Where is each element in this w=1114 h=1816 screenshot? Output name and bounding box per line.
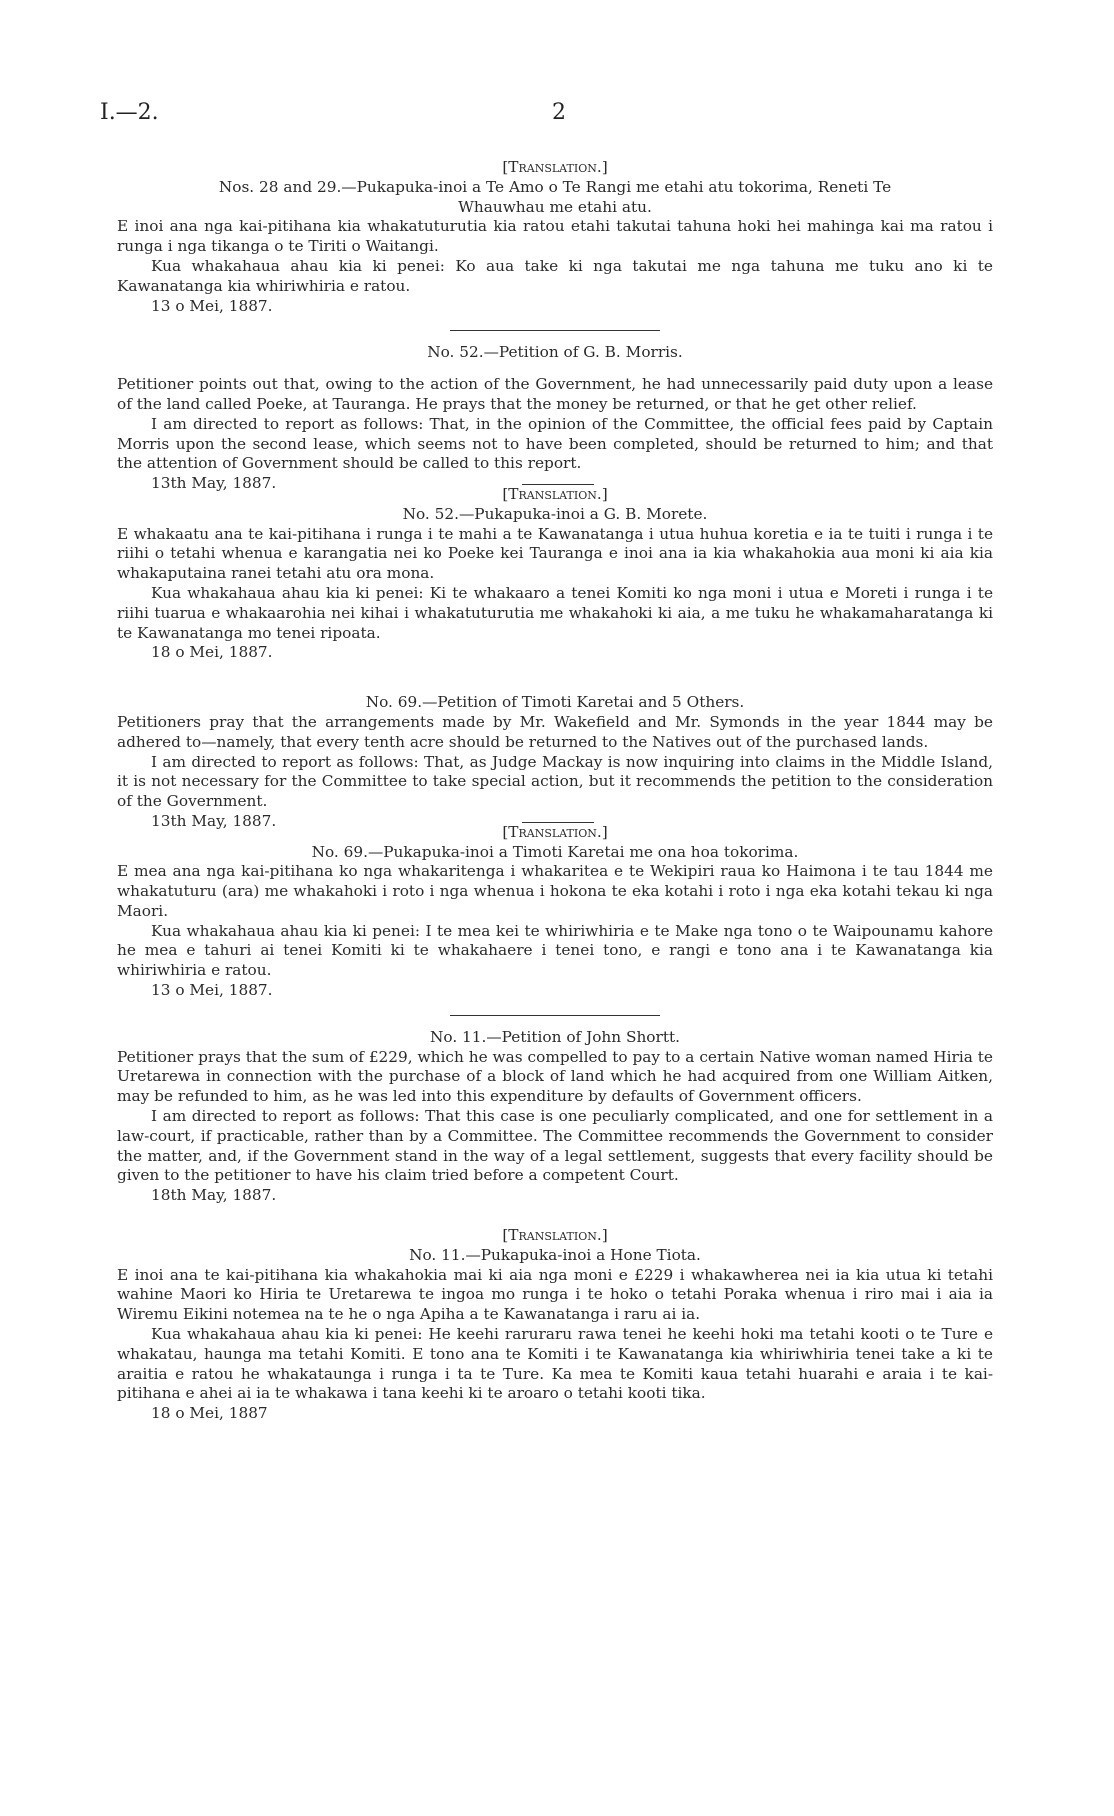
- translation-title: No. 69.—Pukapuka-inoi a Timoti Karetai me ona hoa tokorima.: [311, 842, 799, 861]
- section-no-52: [117, 343, 993, 663]
- translation-petition-paragraph: E mea ana nga kai-pitihana ko nga whakaritenga i whakaritea e te Wekipiri raua ko Haimona i te tau 1844 me whakatuturu (ara) me whakahoki i roto i nga whenua i hokona te eka kotahi i roto i nga eka kotahi tekau ki nga Maori.: [117, 862, 993, 920]
- translation-petition-paragraph: E inoi ana te kai-pitihana kia whakahokia mai ki aia nga moni e £229 i whakawherea nei ia kia utua ki tetahi wahine Maori ko Hiria te Uretarewa te ingoa mo runga i te hoko o tetahi Poraka whenua i riro mai i aia ia Wiremu Eikini notemea na te he o nga Apiha a te Kawanatanga i raru ai ia.: [117, 1265, 993, 1324]
- report-date: 18th May, 1887.: [151, 1186, 277, 1205]
- petition-paragraph: Petitioner prays that the sum of £229, which he was compelled to pay to a certain Native woman named Hiria te Uretarewa in connection with the purchase of a block of land which he had acquired from one William Aitken, may be refunded to him, as he was led into this expenditure by defaults of Government officers.: [117, 1047, 993, 1106]
- report-paragraph: I am directed to report as follows: That this case is one peculiarly complicated, and one for settlement in a law-court, if practicable, rather than by a Committee. The Committee recommends the Government to consider the matter, and, if the Government stand in the way of a legal settlement, suggests that every facility should be given to the petitioner to have his claim tried before a competent Court.: [117, 1107, 993, 1185]
- translation-report-paragraph: Kua whakahaua ahau kia ki penei: Ki te whakaaro a tenei Komiti ko nga moni i utua e Moreti i runga i te riihi tuarua e whakaarohia nei kihai i whakatuturutia me whakahoki ki aia, a me tuku he whakamaharatanga ki te Kawanatanga mo tenei ripoata.: [117, 583, 993, 642]
- section-divider: [450, 330, 660, 331]
- section-no-11: [117, 1028, 993, 1424]
- section-title-continued: Whauwhau me etahi atu.: [458, 197, 652, 216]
- translation-label: [Translation.]: [502, 484, 608, 503]
- translation-label: [Translation.]: [502, 1226, 608, 1245]
- page-number: 2: [552, 100, 566, 125]
- report-paragraph: Kua whakahaua ahau kia ki penei: Ko aua take ki nga takutai me nga tahuna me tuku ano ki te Kawanatanga kia whiriwhiria e ratou.: [117, 256, 993, 295]
- translation-petition-paragraph: E whakaatu ana te kai-pitihana i runga i te mahi a te Kawanatanga i utua huhua koretia e ia te tuiti i runga i te riihi o tetahi whenua e karangatia nei ko Poeke kei Tauranga e inoi ana ia kia whakahokia aua moni ki aia kia whakaputaina ranei tetahi atu ora mona.: [117, 524, 993, 583]
- document-body: [117, 158, 993, 1424]
- translation-label: [Translation.]: [502, 822, 608, 841]
- report-paragraph: I am directed to report as follows: That, as Judge Mackay is now inquiring into claims in the Middle Island, it is not necessary for the Committee to take special action, but it recommends the petition to the consideration of the Government.: [117, 752, 993, 811]
- translation-label: [Translation.]: [502, 158, 608, 176]
- section-title: Nos. 28 and 29.—Pukapuka-inoi a Te Amo o Te Rangi me etahi atu tokorima, Reneti Te: [218, 177, 892, 196]
- section-divider: [450, 1015, 660, 1016]
- translation-date: 13 o Mei, 1887.: [151, 981, 273, 1000]
- translation-date: 18 o Mei, 1887: [151, 1404, 268, 1423]
- petition-paragraph: E inoi ana nga kai-pitihana kia whakatuturutia kia ratou etahi takutai tahuna hoki hei mahinga kai ma ratou i runga i nga tikanga o te Tiriti o Waitangi.: [117, 217, 993, 256]
- translation-title: No. 52.—Pukapuka-inoi a G. B. Morete.: [402, 504, 708, 523]
- section-nos-28-29: [117, 158, 993, 316]
- section-title: No. 52.—Petition of G. B. Morris.: [427, 343, 683, 362]
- section-no-69: [117, 693, 993, 1001]
- report-date: 13 o Mei, 1887.: [151, 296, 273, 315]
- translation-report-paragraph: Kua whakahaua ahau kia ki penei: He keehi raruraru rawa tenei he keehi hoki ma tetahi kooti o te Ture e whakatau, haunga ma tetahi Komiti. E tono ana te Komiti i te Kawanatanga kia whiriwhiria tenei take a ki te araitia e ratou he whakataunga i runga i ta te Ture. Ka mea te Komiti kaua tetahi huarahi e araia i te kai-pitihana e ahei ai ia te whakawa i tana keehi ki te aroaro o tetahi kooti tika.: [117, 1325, 993, 1403]
- petition-paragraph: Petitioner points out that, owing to the action of the Government, he had unnecessarily paid duty upon a lease of the land called Poeke, at Tauranga. He prays that the money be returned, or that he get other relief.: [117, 375, 993, 413]
- section-title: No. 69.—Petition of Timoti Karetai and 5 Others.: [365, 693, 745, 712]
- report-date: 13th May, 1887.: [151, 811, 277, 830]
- report-date: 13th May, 1887.: [151, 474, 277, 493]
- translation-title: No. 11.—Pukapuka-inoi a Hone Tiota.: [409, 1245, 701, 1264]
- parliamentary-paper-reference: I.—2.: [100, 100, 159, 125]
- translation-report-paragraph: Kua whakahaua ahau kia ki penei: I te mea kei te whiriwhiria e te Make nga tono o te Waipounamu kahore he mea e tahuri ai tenei Komiti ki te whakahaere i tenei tono, e rangi e tono ana i te Kawanatanga kia whiriwhiria e ratou.: [117, 921, 993, 980]
- petition-paragraph: Petitioners pray that the arrangements made by Mr. Wakefield and Mr. Symonds in the year 1844 may be adhered to—namely, that every tenth acre should be returned to the Natives out of the purchased lands.: [117, 712, 993, 751]
- section-title: No. 11.—Petition of John Shortt.: [430, 1027, 680, 1046]
- translation-date: 18 o Mei, 1887.: [151, 643, 273, 662]
- report-paragraph: I am directed to report as follows: That, in the opinion of the Committee, the official fees paid by Captain Morris upon the second lease, which seems not to have been completed, should be returned to him; and that the attention of Government should be called to this report.: [117, 414, 993, 473]
